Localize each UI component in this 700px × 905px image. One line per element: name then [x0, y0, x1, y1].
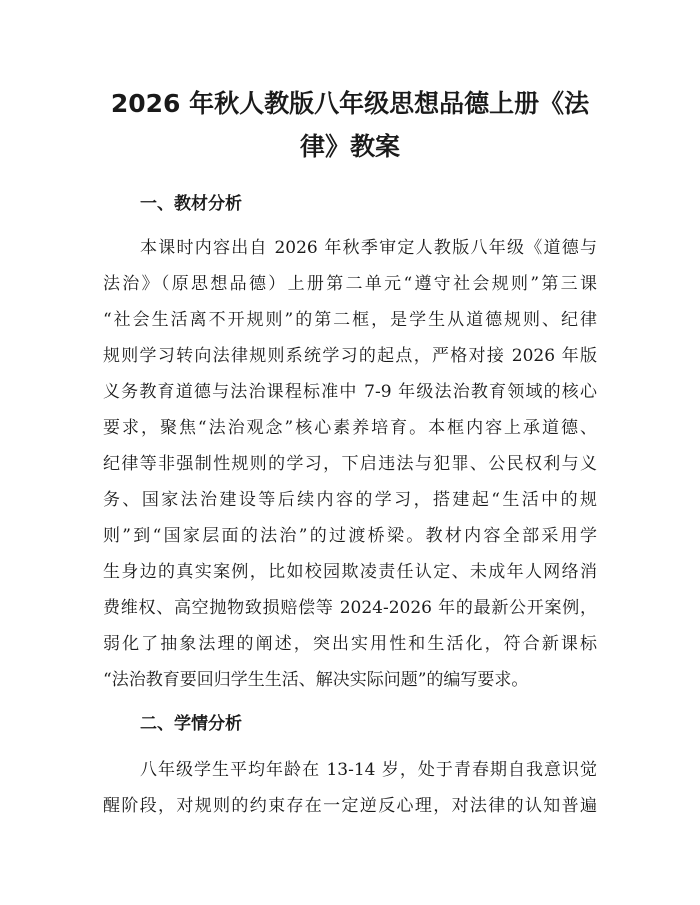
paragraph-line: 费维权、高空抛物致损赔偿等 2024-2026 年的最新公开案例， — [103, 598, 597, 618]
paragraph-line: 弱化了抽象法理的阐述，突出实用性和生活化，符合新课标 — [103, 634, 597, 654]
paragraph-line: 纪律等非强制性规则的学习，下启违法与犯罪、公民权利与义 — [103, 454, 597, 474]
paragraph-line: 生身边的真实案例，比如校园欺凌责任认定、未成年人网络消 — [103, 562, 597, 582]
paragraph-line: 规则学习转向法律规则系统学习的起点，严格对接 2026 年版 — [103, 346, 597, 366]
document-title-line-1: 2026 年秋人教版八年级思想品德上册《法 — [110, 89, 590, 118]
paragraph-line: 八年级学生平均年龄在 13-14 岁，处于青春期自我意识觉 — [140, 760, 597, 780]
paragraph-line: 醒阶段，对规则的约束存在一定逆反心理，对法律的认知普遍 — [103, 796, 597, 816]
paragraph-line: 则”到“国家层面的法治”的过渡桥梁。教材内容全部采用学 — [103, 526, 597, 546]
paragraph-line: 法治》（原思想品德）上册第二单元“遵守社会规则”第三课 — [103, 274, 597, 294]
paragraph-line: 要求，聚焦“法治观念”核心素养培育。本框内容上承道德、 — [103, 418, 597, 438]
paragraph-line: “社会生活离不开规则”的第二框，是学生从道德规则、纪律 — [103, 310, 597, 330]
paragraph-line: “法治教育要回归学生生活、解决实际问题”的编写要求。 — [103, 670, 529, 690]
paragraph-line: 义务教育道德与法治课程标准中 7-9 年级法治教育领域的核心 — [103, 382, 597, 402]
section-heading-student-analysis: 二、学情分析 — [140, 714, 242, 734]
paragraph-line: 本课时内容出自 2026 年秋季审定人教版八年级《道德与 — [140, 238, 597, 258]
document-title-line-2: 律》教案 — [299, 132, 400, 161]
section-heading-textbook-analysis: 一、教材分析 — [140, 194, 242, 214]
paragraph-line: 务、国家法治建设等后续内容的学习，搭建起“生活中的规 — [103, 490, 597, 510]
